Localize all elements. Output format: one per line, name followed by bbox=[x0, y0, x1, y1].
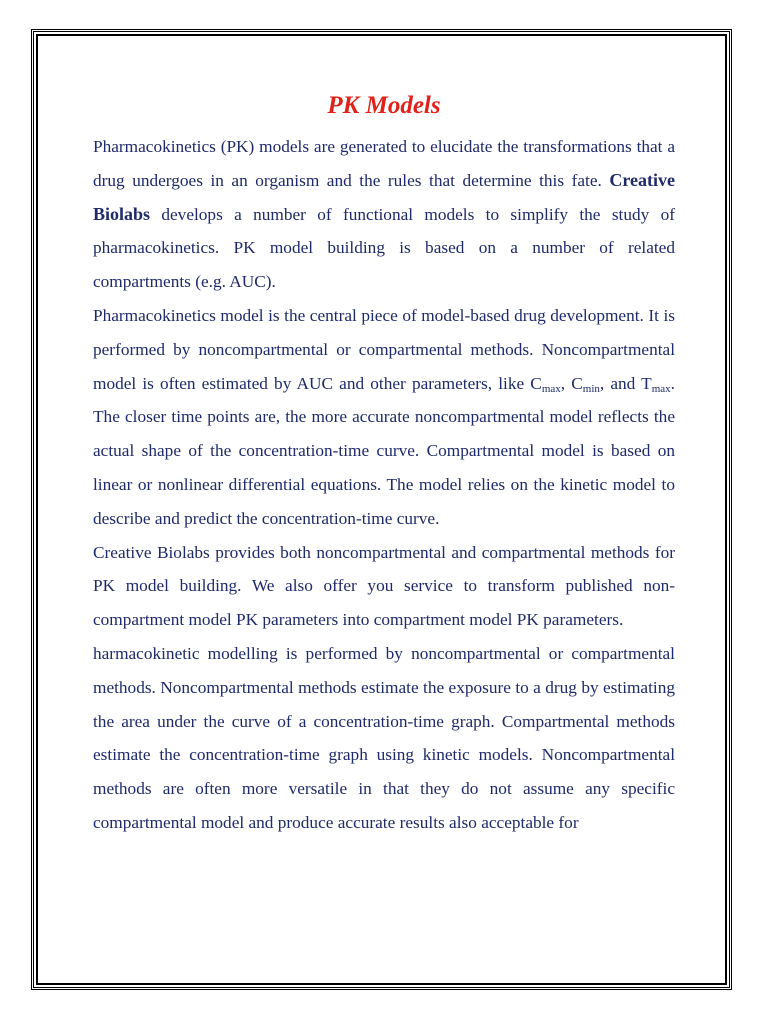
brand-name: Creative Biolabs bbox=[93, 169, 675, 224]
paragraph-model-text-b: , C bbox=[560, 373, 583, 393]
paragraph-model-text-d: . The closer time points are, the more accurate noncompartmental model reflects the actual shape of the concentration-time curve. Compartmental model is based on linear or nonlinear differential equations. The model relies on the kinetic model to describe and predict the concentration-time curve. bbox=[93, 373, 675, 528]
paragraph-model-text-a: Pharmacokinetics model is the central piece of model-based drug development. It is performed by noncompartmental or compartmental methods. Noncompartmental model is often estimated by AUC and other parameters, like C bbox=[93, 305, 675, 393]
paragraph-intro bbox=[93, 130, 675, 299]
subscript-tmax: max bbox=[651, 382, 671, 395]
paragraph-services: Creative Biolabs provides both noncompartmental and compartmental methods for PK model building. We also offer you service to transform published non-compartment model PK parameters into compartment model PK parameters. bbox=[93, 542, 675, 630]
paragraph-model-description bbox=[93, 299, 675, 536]
document-body bbox=[93, 88, 675, 840]
paragraph-intro-rest: develops a number of functional models to simplify the study of pharmacokinetics. PK model building is based on a number of related compartments (e.g. AUC). bbox=[93, 204, 675, 292]
subscript-max: max bbox=[541, 382, 561, 395]
subscript-min: min bbox=[582, 382, 600, 395]
document-title: PK Models bbox=[327, 92, 441, 119]
paragraph-modelling-methods: harmacokinetic modelling is performed by noncompartmental or compartmental methods. Noncompartmental methods estimate the exposure to a drug by estimating the area under the curve of a concentration-time graph. Compartmental methods estimate the concentration-time graph using kinetic models. Noncompartmental methods are often more versatile in that they do not assume any specific compartmental model and produce accurate results also acceptable for bbox=[93, 643, 675, 832]
paragraph-intro-text: Pharmacokinetics (PK) models are generated to elucidate the transformations that a drug undergoes in an organism and the rules that determine this fate. bbox=[93, 137, 675, 190]
paragraph-model-text-c: , and T bbox=[599, 373, 652, 393]
